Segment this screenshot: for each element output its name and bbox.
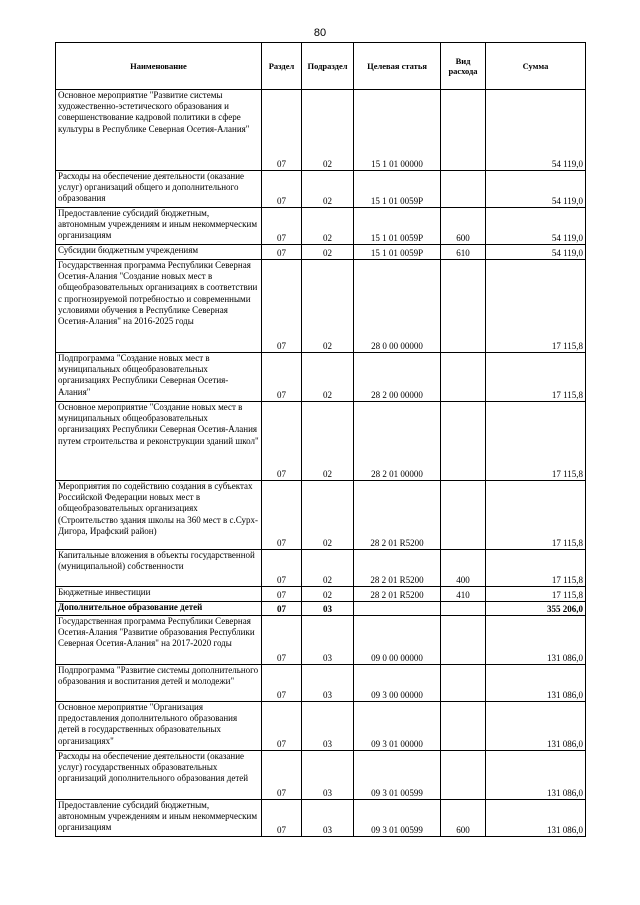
cell-statya: 15 1 01 0059P (354, 208, 441, 245)
table-row (56, 245, 586, 260)
page-number: 80 (313, 27, 327, 39)
table-row (56, 587, 586, 602)
table-row (56, 260, 586, 353)
table-row (56, 171, 586, 208)
cell-vid (441, 353, 486, 402)
cell-razdel: 07 (262, 602, 302, 616)
cell-name: Дополнительное образование детей (56, 602, 262, 616)
cell-statya: 09 0 00 00000 (354, 616, 441, 665)
header-vid: Вид расхода (441, 43, 486, 90)
cell-summa: 131 086,0 (486, 800, 586, 837)
cell-name: Расходы на обеспечение деятельности (оказание услуг) организаций общего и дополнительного образования (56, 171, 262, 208)
cell-summa: 131 086,0 (486, 702, 586, 751)
cell-summa: 54 119,0 (486, 208, 586, 245)
cell-name: Подпрограмма "Создание новых мест в муниципальных общеобразовательных организациях Республики Северная Осетия-Алания" (56, 353, 262, 402)
cell-name: Подпрограмма "Развитие системы дополнительного образования и воспитания детей и молодежи" (56, 665, 262, 702)
cell-name: Предоставление субсидий бюджетным, автономным учреждениям и иным некоммерческим организациям (56, 800, 262, 837)
cell-name: Основное мероприятие "Организация предоставления дополнительного образования детей в государственных образовательных организациях" (56, 702, 262, 751)
cell-podrazdel: 03 (302, 616, 354, 665)
cell-vid: 600 (441, 800, 486, 837)
cell-summa: 17 115,8 (486, 260, 586, 353)
cell-name: Основное мероприятие "Развитие системы художественно-эстетического образования и совершенствование кадровой политики в сфере культуры в Республике Северная Осетия-Алания" (56, 90, 262, 171)
cell-razdel: 07 (262, 587, 302, 602)
table-row (56, 353, 586, 402)
cell-podrazdel: 02 (302, 260, 354, 353)
cell-name: Капитальные вложения в объекты государственной (муниципальной) собственности (56, 550, 262, 587)
cell-statya: 09 3 00 00000 (354, 665, 441, 702)
cell-podrazdel: 02 (302, 90, 354, 171)
cell-name: Государственная программа Республики Северная Осетия-Алания "Развитие образования Республики Северная Осетия-Алания" на 2017-2020 годы (56, 616, 262, 665)
cell-podrazdel: 02 (302, 245, 354, 260)
table-row (56, 208, 586, 245)
cell-razdel: 07 (262, 481, 302, 550)
cell-vid (441, 602, 486, 616)
cell-statya: 09 3 01 00000 (354, 702, 441, 751)
cell-statya: 28 2 00 00000 (354, 353, 441, 402)
cell-summa: 131 086,0 (486, 751, 586, 800)
cell-podrazdel: 03 (302, 751, 354, 800)
cell-podrazdel: 03 (302, 665, 354, 702)
cell-podrazdel: 03 (302, 602, 354, 616)
table-row (56, 402, 586, 481)
cell-vid: 410 (441, 587, 486, 602)
cell-razdel: 07 (262, 550, 302, 587)
cell-podrazdel: 03 (302, 702, 354, 751)
cell-summa: 131 086,0 (486, 616, 586, 665)
cell-summa: 131 086,0 (486, 665, 586, 702)
cell-vid (441, 402, 486, 481)
cell-statya: 28 2 01 R5200 (354, 481, 441, 550)
cell-statya: 09 3 01 00599 (354, 751, 441, 800)
cell-razdel: 07 (262, 616, 302, 665)
header-razdel: Раздел (262, 43, 302, 90)
header-podrazdel: Подраздел (302, 43, 354, 90)
header-summa: Сумма (486, 43, 586, 90)
cell-podrazdel: 02 (302, 481, 354, 550)
table-header-row (56, 43, 586, 90)
cell-statya (354, 602, 441, 616)
cell-razdel: 07 (262, 702, 302, 751)
cell-vid (441, 665, 486, 702)
cell-statya: 28 2 01 R5200 (354, 550, 441, 587)
cell-podrazdel: 02 (302, 208, 354, 245)
cell-razdel: 07 (262, 260, 302, 353)
cell-vid: 400 (441, 550, 486, 587)
cell-razdel: 07 (262, 245, 302, 260)
cell-podrazdel: 02 (302, 353, 354, 402)
cell-statya: 09 3 01 00599 (354, 800, 441, 837)
cell-summa: 355 206,0 (486, 602, 586, 616)
cell-name: Государственная программа Республики Северная Осетия-Алания "Создание новых мест в общеобразовательных организациях в соответствии с прогнозируемой потребностью и современными условиями обучения в Республике Северная Осетия-Алания" на 2016-2025 годы (56, 260, 262, 353)
cell-razdel: 07 (262, 665, 302, 702)
cell-razdel: 07 (262, 402, 302, 481)
table-row (56, 751, 586, 800)
budget-table (55, 42, 586, 837)
cell-summa: 54 119,0 (486, 171, 586, 208)
cell-podrazdel: 02 (302, 402, 354, 481)
table-row (56, 665, 586, 702)
cell-podrazdel: 02 (302, 171, 354, 208)
cell-vid (441, 90, 486, 171)
cell-statya: 15 1 01 0059P (354, 245, 441, 260)
cell-razdel: 07 (262, 353, 302, 402)
cell-statya: 15 1 01 00000 (354, 90, 441, 171)
table-row (56, 702, 586, 751)
table-row (56, 90, 586, 171)
cell-summa: 17 115,8 (486, 481, 586, 550)
header-statya: Целевая статья (354, 43, 441, 90)
cell-statya: 28 0 00 00000 (354, 260, 441, 353)
cell-name: Бюджетные инвестиции (56, 587, 262, 602)
table-row (56, 602, 586, 616)
header-name: Наименование (56, 43, 262, 90)
cell-statya: 28 2 01 R5200 (354, 587, 441, 602)
table-row (56, 616, 586, 665)
cell-vid (441, 702, 486, 751)
cell-vid (441, 481, 486, 550)
cell-vid: 600 (441, 208, 486, 245)
cell-summa: 17 115,8 (486, 550, 586, 587)
cell-podrazdel: 02 (302, 587, 354, 602)
cell-summa: 17 115,8 (486, 402, 586, 481)
cell-name: Основное мероприятие "Создание новых мест в муниципальных общеобразовательных организациях Республики Северная Осетия-Алания путем строительства и реконструкции зданий школ" (56, 402, 262, 481)
table-row (56, 481, 586, 550)
cell-summa: 54 119,0 (486, 90, 586, 171)
cell-razdel: 07 (262, 208, 302, 245)
cell-name: Расходы на обеспечение деятельности (оказание услуг) государственных образовательных организаций дополнительного образования детей (56, 751, 262, 800)
cell-razdel: 07 (262, 171, 302, 208)
cell-vid (441, 171, 486, 208)
cell-statya: 28 2 01 00000 (354, 402, 441, 481)
cell-vid (441, 751, 486, 800)
cell-vid (441, 260, 486, 353)
cell-vid (441, 616, 486, 665)
cell-razdel: 07 (262, 751, 302, 800)
cell-razdel: 07 (262, 90, 302, 171)
table-row (56, 550, 586, 587)
cell-podrazdel: 03 (302, 800, 354, 837)
cell-statya: 15 1 01 0059P (354, 171, 441, 208)
cell-vid: 610 (441, 245, 486, 260)
cell-summa: 54 119,0 (486, 245, 586, 260)
cell-name: Предоставление субсидий бюджетным, автономным учреждениям и иным некоммерческим организациям (56, 208, 262, 245)
cell-summa: 17 115,8 (486, 587, 586, 602)
cell-name: Субсидии бюджетным учреждениям (56, 245, 262, 260)
cell-summa: 17 115,8 (486, 353, 586, 402)
cell-razdel: 07 (262, 800, 302, 837)
table-row (56, 800, 586, 837)
cell-podrazdel: 02 (302, 550, 354, 587)
cell-name: Мероприятия по содействию создания в субъектах Российской Федерации новых мест в общеобразовательных организациях (Строительство здания школы на 360 мест в с.Сурх-Дигора, Ирафский район) (56, 481, 262, 550)
